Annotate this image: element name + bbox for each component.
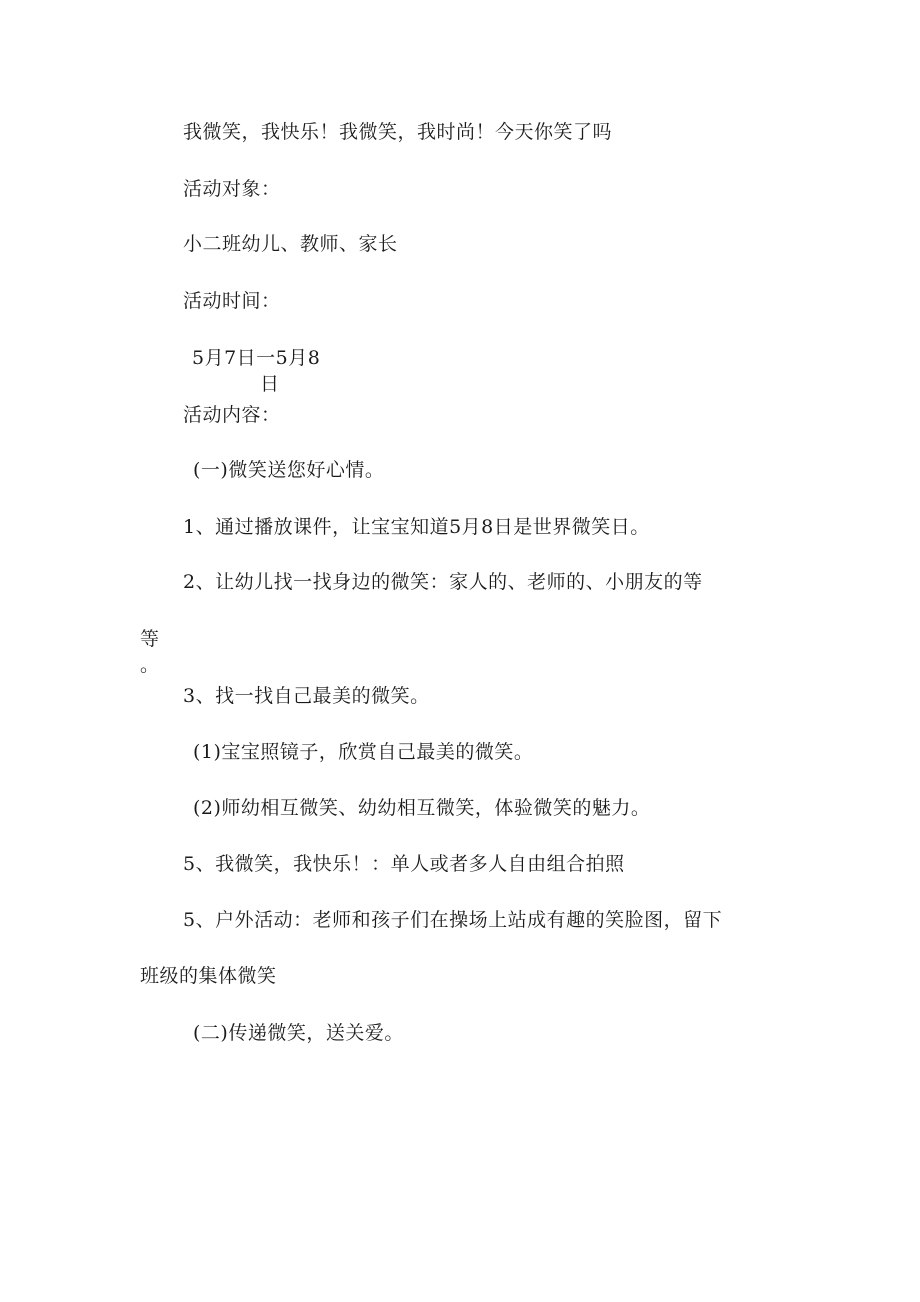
activity-time-value-wrap: 日 xyxy=(260,373,280,395)
section-two-heading: (二)传递微笑，送关爱。 xyxy=(193,1022,404,1044)
activity-target-heading: 活动对象： xyxy=(183,178,281,200)
slogan-line: 我微笑，我快乐！我微笑，我时尚！今天你笑了吗 xyxy=(183,121,613,143)
list-item-5b-wrap: 班级的集体微笑 xyxy=(140,965,277,987)
activity-time-value: 5月7日一5月8 xyxy=(192,347,321,369)
list-item-1: 1、通过播放课件，让宝宝知道5月8日是世界微笑日。 xyxy=(183,516,650,538)
sub-item-2: (2)师幼相互微笑、幼幼相互微笑，体验微笑的魅力。 xyxy=(193,797,651,819)
list-item-3: 3、找一找自己最美的微笑。 xyxy=(183,685,430,707)
sub-item-1: (1)宝宝照镜子，欣赏自己最美的微笑。 xyxy=(193,741,534,763)
list-item-2-wrap-end: 。 xyxy=(140,654,160,676)
list-item-2-wrap: 等 xyxy=(140,628,160,650)
activity-content-heading: 活动内容： xyxy=(183,404,281,426)
list-item-5a: 5、我微笑，我快乐！：单人或者多人自由组合拍照 xyxy=(183,853,625,875)
activity-target-value: 小二班幼儿、教师、家长 xyxy=(183,233,398,255)
section-one-heading: (一)微笑送您好心情。 xyxy=(193,459,385,481)
activity-time-heading: 活动时间： xyxy=(183,290,281,312)
list-item-2: 2、让幼儿找一找身边的微笑：家人的、老师的、小朋友的等 xyxy=(183,571,703,593)
list-item-5b: 5、户外活动：老师和孩子们在操场上站成有趣的笑脸图，留下 xyxy=(183,909,723,931)
